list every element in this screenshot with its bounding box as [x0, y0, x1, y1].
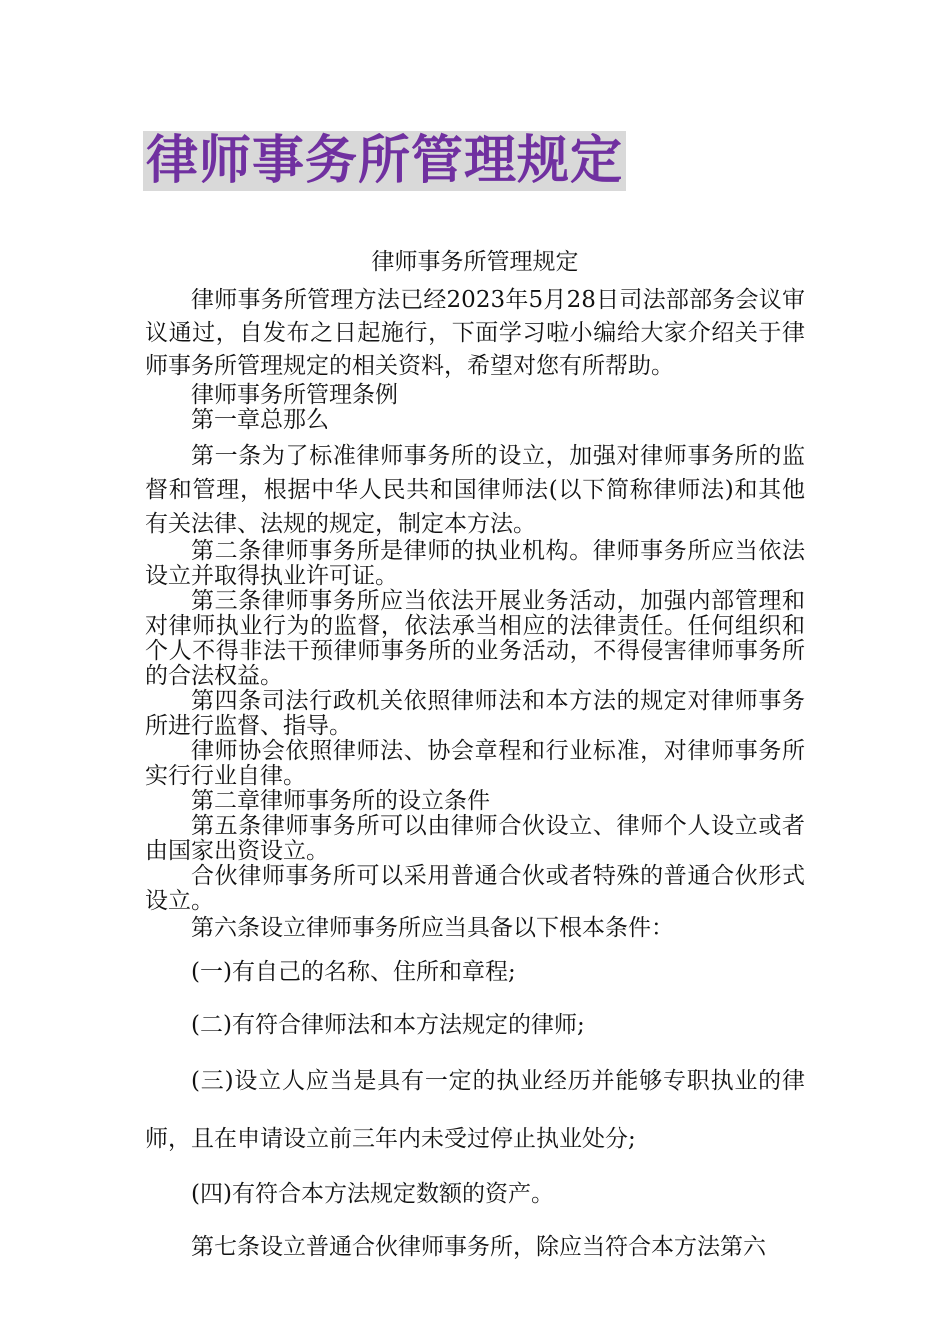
article-7: 第七条设立普通合伙律师事务所，除应当符合本方法第六: [191, 1234, 766, 1260]
article-6: 第六条设立律师事务所应当具备以下根本条件：: [191, 915, 674, 941]
article-1: 第一条为了标准律师事务所的设立，加强对律师事务所的监督和管理，根据中华人民共和国律师法(以下简称律师法)和其他有关法律、法规的规定，制定本方法。: [145, 443, 805, 537]
paragraph-regulation-heading: 律师事务所管理条例: [191, 382, 398, 408]
article-4-association: 律师协会依照律师法、协会章程和行业标准，对律师事务所实行行业自律。: [145, 738, 805, 789]
article-6-item-4: (四)有符合本方法规定数额的资产。: [191, 1181, 554, 1207]
paragraph-intro: 律师事务所管理方法已经2023年5月28日司法部部务会议审议通过，自发布之日起施行，下面学习啦小编给大家介绍关于律师事务所管理规定的相关资料，希望对您有所帮助。: [145, 287, 805, 379]
article-5-partnership: 合伙律师事务所可以采用普通合伙或者特殊的普通合伙形式设立。: [145, 863, 805, 914]
document-subtitle: 律师事务所管理规定: [371, 249, 579, 275]
chapter-2-heading: 第二章律师事务所的设立条件: [191, 788, 490, 814]
article-4: 第四条司法行政机关依照律师法和本方法的规定对律师事务所进行监督、指导。: [145, 688, 805, 739]
article-6-item-1: (一)有自己的名称、住所和章程;: [191, 959, 516, 985]
article-6-item-3: (三)设立人应当是具有一定的执业经历并能够专职执业的律师，且在申请设立前三年内未受过停止执业处分;: [145, 1068, 805, 1152]
article-6-item-2: (二)有符合律师法和本方法规定的律师;: [191, 1012, 585, 1038]
article-2: 第二条律师事务所是律师的执业机构。律师事务所应当依法设立并取得执业许可证。: [145, 538, 805, 589]
document-main-title: 律师事务所管理规定: [143, 131, 626, 191]
document-body: [145, 284, 805, 1274]
chapter-1-heading: 第一章总那么: [191, 407, 329, 433]
article-3: 第三条律师事务所应当依法开展业务活动，加强内部管理和对律师执业行为的监督，依法承当相应的法律责任。任何组织和个人不得非法干预律师事务所的业务活动，不得侵害律师事务所的合法权益。: [145, 588, 805, 689]
article-5: 第五条律师事务所可以由律师合伙设立、律师个人设立或者由国家出资设立。: [145, 813, 805, 864]
